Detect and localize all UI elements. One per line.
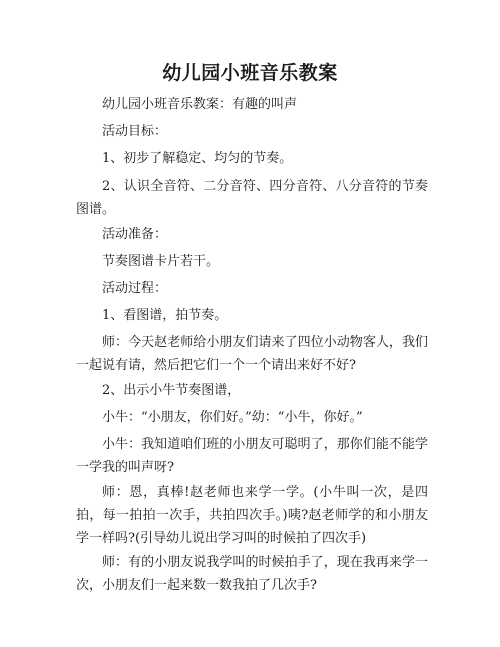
paragraph-step-2: 2、出示小牛节奏图谱，	[102, 383, 241, 398]
paragraph-teacher-demo: 师：恩，真棒!赵老师也来学一学。(小牛叫一次，是四拍，每一拍拍一次手，共拍四次手。)咦?赵老师学的和小朋友学一样吗?(引导幼儿说出学习叫的时候拍了四次手)	[76, 485, 428, 546]
paragraph-teacher-count: 师：有的小朋友说我学叫的时候拍手了，现在我再来学一次，小朋友们一起来数一数我拍了几次手?	[76, 555, 428, 593]
paragraph-cow-question: 小牛：我知道咱们班的小朋友可聪明了，那你们能不能学一学我的叫声呀?	[76, 437, 428, 475]
paragraph-step-1: 1、看图谱，拍节奏。	[102, 308, 228, 323]
paragraph-cow-greeting: 小牛：“小朋友，你们好。”幼：“小牛，你好。”	[102, 410, 363, 425]
paragraph-teacher-intro: 师：今天赵老师给小朋友们请来了四位小动物客人，我们一起说有请，然后把它们一个一个请出来好不好?	[76, 335, 428, 373]
paragraph-prep-heading: 活动准备：	[102, 227, 168, 242]
paragraph-goals-heading: 活动目标：	[102, 124, 168, 139]
paragraph-subtitle: 幼儿园小班音乐教案：有趣的叫声	[102, 97, 298, 112]
document-title: 幼儿园小班音乐教案	[162, 62, 338, 84]
paragraph-prep-content: 节奏图谱卡片若干。	[102, 254, 220, 269]
paragraph-goal-2: 2、认识全音符、二分音符、四分音符、八分音符的节奏图谱。	[76, 179, 428, 217]
paragraph-process-heading: 活动过程：	[102, 281, 168, 296]
paragraph-goal-1: 1、初步了解稳定、均匀的节奏。	[102, 151, 293, 166]
